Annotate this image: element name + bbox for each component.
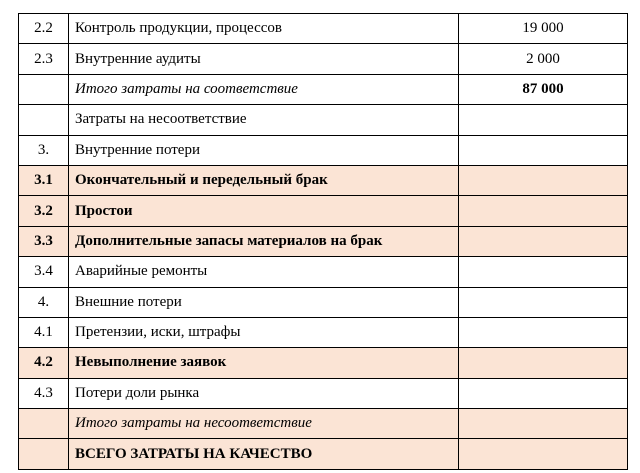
quality-costs-table <box>18 13 628 470</box>
row-label: Внутренние потери <box>69 135 459 165</box>
table-row <box>19 44 628 74</box>
row-number <box>19 74 69 104</box>
table-row <box>19 378 628 408</box>
row-number: 3. <box>19 135 69 165</box>
row-label: ВСЕГО ЗАТРАТЫ НА КАЧЕСТВО <box>69 439 459 469</box>
row-label: Окончательный и передельный брак <box>69 165 459 195</box>
table-row-highlighted <box>19 348 628 378</box>
row-number: 4.1 <box>19 317 69 347</box>
table-row-subtotal <box>19 74 628 104</box>
row-label: Внутренние аудиты <box>69 44 459 74</box>
row-number: 4.3 <box>19 378 69 408</box>
table-row-total-highlighted <box>19 439 628 469</box>
document-page <box>18 13 628 470</box>
row-label: Аварийные ремонты <box>69 257 459 287</box>
row-number: 2.3 <box>19 44 69 74</box>
row-label: Затраты на несоответствие <box>69 105 459 135</box>
row-value <box>459 378 628 408</box>
row-value <box>459 226 628 256</box>
table-row-highlighted <box>19 165 628 195</box>
table-row <box>19 105 628 135</box>
row-label: Итого затраты на соответствие <box>69 74 459 104</box>
row-number: 3.1 <box>19 165 69 195</box>
row-value <box>459 439 628 469</box>
row-label: Простои <box>69 196 459 226</box>
row-label: Невыполнение заявок <box>69 348 459 378</box>
row-number <box>19 409 69 439</box>
row-number: 2.2 <box>19 14 69 44</box>
table-row <box>19 317 628 347</box>
row-label: Итого затраты на несоответствие <box>69 409 459 439</box>
row-value <box>459 196 628 226</box>
row-number <box>19 439 69 469</box>
row-value <box>459 257 628 287</box>
row-value <box>459 135 628 165</box>
table-row <box>19 135 628 165</box>
row-number: 3.3 <box>19 226 69 256</box>
table-row-highlighted <box>19 196 628 226</box>
row-value <box>459 348 628 378</box>
row-label: Дополнительные запасы материалов на брак <box>69 226 459 256</box>
table-row-subtotal-highlighted <box>19 409 628 439</box>
row-number: 3.2 <box>19 196 69 226</box>
row-label: Претензии, иски, штрафы <box>69 317 459 347</box>
row-number: 4. <box>19 287 69 317</box>
row-value <box>459 165 628 195</box>
row-number: 4.2 <box>19 348 69 378</box>
row-value <box>459 287 628 317</box>
table-row <box>19 257 628 287</box>
row-number: 3.4 <box>19 257 69 287</box>
table-row <box>19 287 628 317</box>
row-label: Внешние потери <box>69 287 459 317</box>
row-number <box>19 105 69 135</box>
row-value: 19 000 <box>459 14 628 44</box>
row-label: Контроль продукции, процессов <box>69 14 459 44</box>
row-value <box>459 317 628 347</box>
row-value <box>459 105 628 135</box>
row-value <box>459 409 628 439</box>
table-row <box>19 14 628 44</box>
row-label: Потери доли рынка <box>69 378 459 408</box>
row-value: 87 000 <box>459 74 628 104</box>
row-value: 2 000 <box>459 44 628 74</box>
table-row-highlighted <box>19 226 628 256</box>
